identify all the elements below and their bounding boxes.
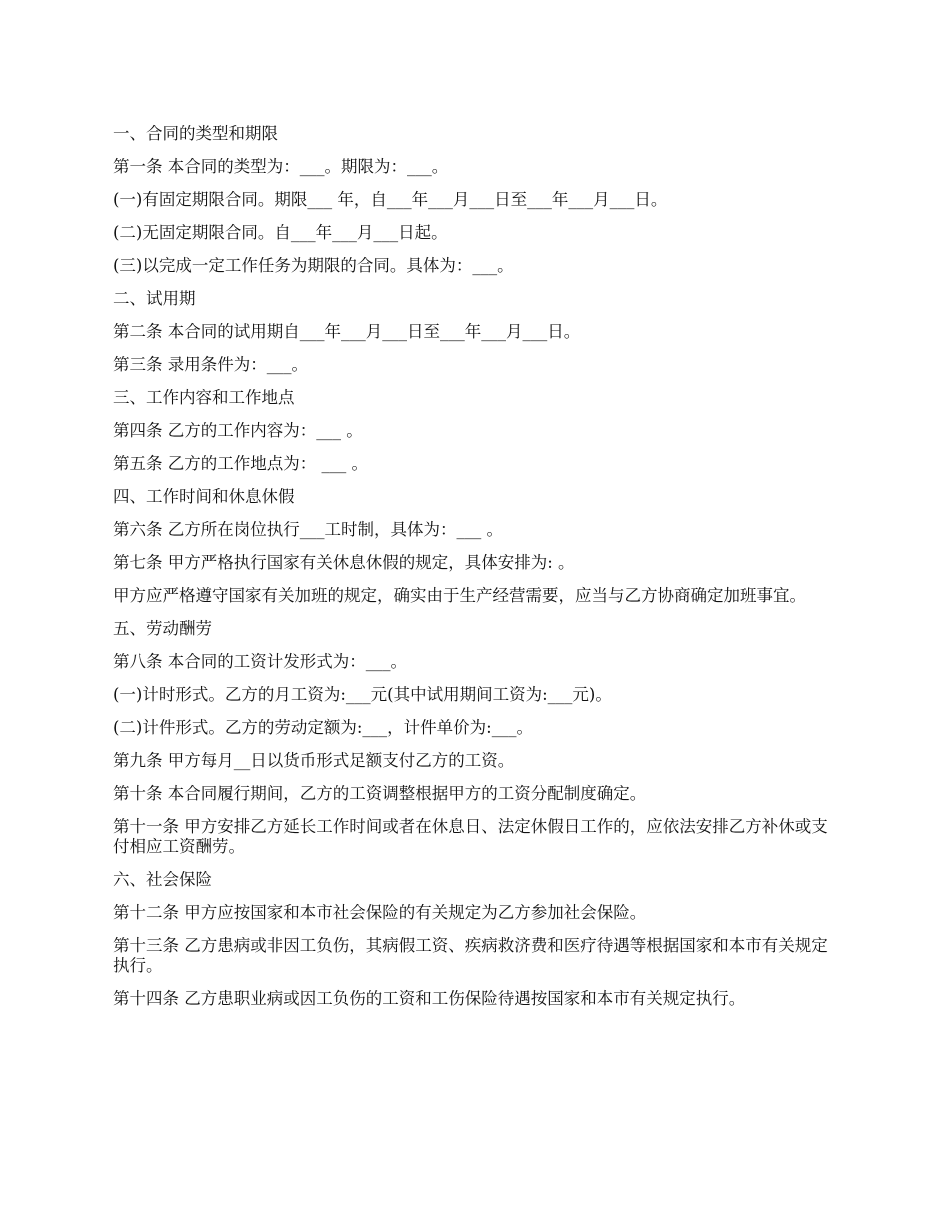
article-1-item-2: (二)无固定期限合同。自___年___月___日起。 (113, 223, 448, 242)
article-8: 第八条 本合同的工资计发形式为：___。 (113, 652, 407, 671)
article-8-item-1: (一)计时形式。乙方的月工资为:___元(其中试用期间工资为:___元)。 (113, 685, 612, 704)
article-1-item-1: (一)有固定期限合同。期限___ 年，自___年___月___日至___年___月___日。 (113, 190, 668, 209)
section-heading-2: 二、试用期 (113, 289, 196, 308)
article-10: 第十条 本合同履行期间，乙方的工资调整根据甲方的工资分配制度确定。 (113, 784, 647, 803)
section-heading-5: 五、劳动酬劳 (113, 619, 212, 638)
document-page (113, 124, 833, 1022)
article-5: 第五条 乙方的工作地点为： ___ 。 (113, 454, 368, 473)
article-12: 第十二条 甲方应按国家和本市社会保险的有关规定为乙方参加社会保险。 (113, 903, 647, 922)
article-2: 第二条 本合同的试用期自___年___月___日至___年___月___日。 (113, 322, 581, 341)
section-heading-3: 三、工作内容和工作地点 (113, 388, 295, 407)
section-heading-1: 一、合同的类型和期限 (113, 124, 278, 143)
article-13: 第十三条 乙方患病或非因工负伤，其病假工资、疾病救济费和医疗待遇等根据国家和本市有关规定执行。 (113, 936, 828, 975)
article-7: 第七条 甲方严格执行国家有关休息休假的规定，具体安排为: 。 (113, 553, 575, 572)
article-1: 第一条 本合同的类型为：___。期限为：___。 (113, 157, 449, 176)
article-11: 第十一条 甲方安排乙方延长工作时间或者在休息日、法定休假日工作的，应依法安排乙方补休或支付相应工资酬劳。 (113, 817, 828, 856)
section-heading-6: 六、社会保险 (113, 870, 212, 889)
article-9: 第九条 甲方每月__日以货币形式足额支付乙方的工资。 (113, 751, 515, 770)
article-4: 第四条 乙方的工作内容为：___ 。 (113, 421, 363, 440)
overtime-paragraph: 甲方应严格遵守国家有关加班的规定，确实由于生产经营需要，应当与乙方协商确定加班事宜。 (113, 586, 806, 605)
article-14: 第十四条 乙方患职业病或因工负伤的工资和工伤保险待遇按国家和本市有关规定执行。 (113, 989, 746, 1008)
article-8-item-2: (二)计件形式。乙方的劳动定额为:___，计件单价为:___。 (113, 718, 533, 737)
section-heading-4: 四、工作时间和休息休假 (113, 487, 295, 506)
article-3: 第三条 录用条件为：___。 (113, 355, 308, 374)
article-6: 第六条 乙方所在岗位执行___工时制，具体为：___ 。 (113, 520, 503, 539)
article-1-item-3: (三)以完成一定工作任务为期限的合同。具体为：___。 (113, 256, 514, 275)
